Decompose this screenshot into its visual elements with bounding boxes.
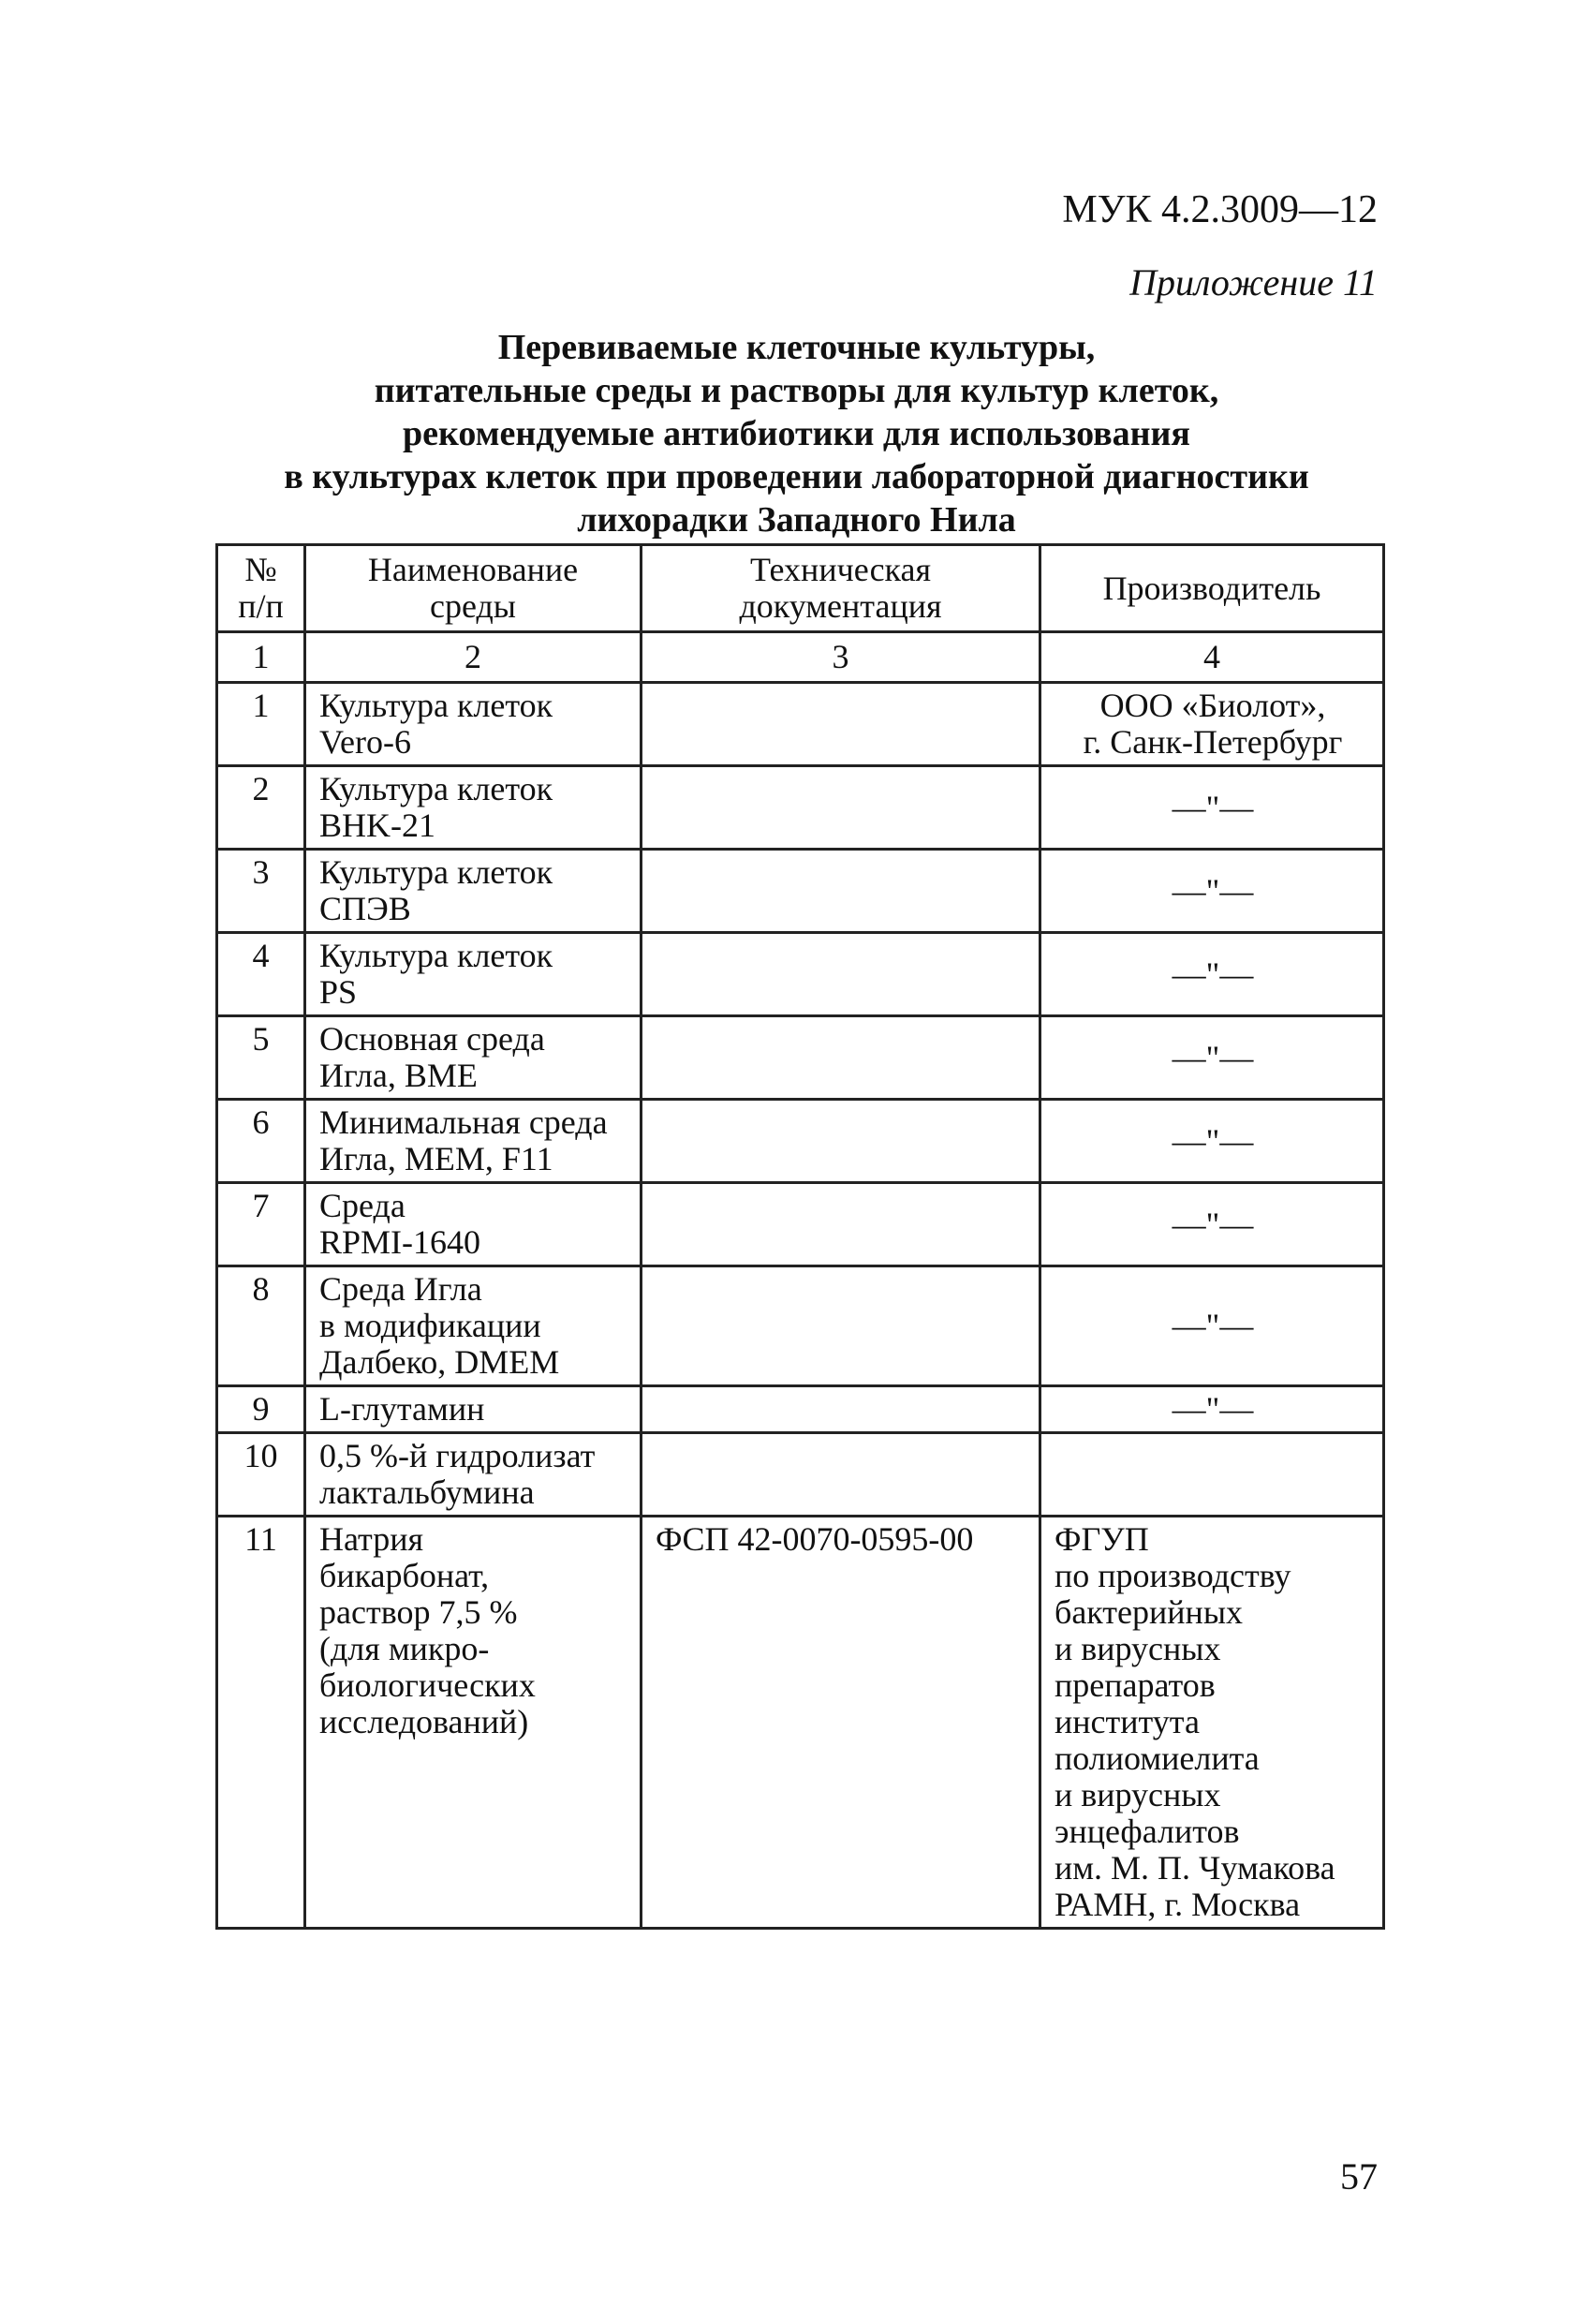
technical-doc bbox=[642, 1386, 1040, 1433]
medium-name bbox=[305, 1517, 642, 1929]
manufacturer-line: бактерийных bbox=[1055, 1593, 1244, 1631]
table-body bbox=[217, 683, 1384, 1929]
medium-name-line: в модификации bbox=[319, 1307, 541, 1344]
medium-name-line: Культура клеток bbox=[319, 770, 553, 807]
manufacturer bbox=[1040, 1100, 1384, 1183]
header-name-line: Наименование bbox=[367, 551, 579, 588]
medium-name-line: Культура клеток bbox=[319, 687, 553, 724]
manufacturer-line: —"— bbox=[1172, 1307, 1254, 1344]
document-code: МУК 4.2.3009—12 bbox=[1062, 188, 1378, 231]
manufacturer bbox=[1040, 1183, 1384, 1266]
manufacturer-line: ФГУП bbox=[1055, 1520, 1149, 1558]
column-number: 2 bbox=[305, 632, 642, 683]
manufacturer bbox=[1040, 850, 1384, 933]
medium-name-line: Среда Игла bbox=[319, 1270, 482, 1308]
table-row bbox=[217, 933, 1384, 1016]
technical-doc bbox=[642, 1183, 1040, 1266]
column-number: 1 bbox=[217, 632, 305, 683]
manufacturer-line: препаратов bbox=[1055, 1666, 1216, 1704]
document-title bbox=[215, 326, 1378, 541]
medium-name-line: RPMI-1640 bbox=[319, 1223, 481, 1261]
medium-name-line: биологических bbox=[319, 1666, 536, 1704]
manufacturer-line: —"— bbox=[1172, 1121, 1254, 1160]
table-row bbox=[217, 1433, 1384, 1517]
medium-name bbox=[305, 1183, 642, 1266]
technical-doc bbox=[642, 683, 1040, 766]
medium-name-line: Культура клеток bbox=[319, 853, 553, 891]
manufacturer bbox=[1040, 1266, 1384, 1386]
appendix-label: Приложение 11 bbox=[1129, 261, 1378, 303]
medium-name bbox=[305, 1386, 642, 1433]
header-num-line: № bbox=[244, 551, 277, 588]
row-number: 3 bbox=[217, 850, 305, 933]
row-number: 6 bbox=[217, 1100, 305, 1183]
header-tech-line: документация bbox=[739, 587, 942, 625]
header-tech-line: Техническая bbox=[749, 551, 932, 588]
table-row bbox=[217, 1183, 1384, 1266]
medium-name-line: PS bbox=[319, 973, 358, 1011]
medium-name-line: (для микро- bbox=[319, 1630, 490, 1667]
manufacturer-line: —"— bbox=[1172, 1038, 1254, 1076]
medium-name-line: Игла, MEM, F11 bbox=[319, 1140, 553, 1177]
technical-doc bbox=[642, 1100, 1040, 1183]
manufacturer bbox=[1040, 766, 1384, 850]
title-line: в культурах клеток при проведении лабораторной диагностики bbox=[284, 457, 1309, 496]
medium-name-line: бикарбонат, bbox=[319, 1557, 490, 1594]
table-row bbox=[217, 766, 1384, 850]
table-row bbox=[217, 1386, 1384, 1433]
row-number: 5 bbox=[217, 1016, 305, 1100]
medium-name-line: лактальбумина bbox=[319, 1473, 535, 1511]
manufacturer bbox=[1040, 1433, 1384, 1517]
medium-name-line: Далбеко, DMEM bbox=[319, 1343, 560, 1381]
manufacturer-line: им. М. П. Чумакова bbox=[1055, 1849, 1335, 1887]
header-name bbox=[305, 545, 642, 632]
medium-name-line: исследований) bbox=[319, 1703, 529, 1740]
manufacturer-line: института bbox=[1055, 1703, 1200, 1740]
manufacturer bbox=[1040, 1016, 1384, 1100]
title-line: лихорадки Западного Нила bbox=[577, 500, 1016, 540]
title-line: питательные среды и растворы для культур клеток, bbox=[374, 371, 1219, 410]
medium-name-line: раствор 7,5 % bbox=[319, 1593, 518, 1631]
manufacturer-line: —"— bbox=[1172, 1390, 1254, 1428]
row-number: 9 bbox=[217, 1386, 305, 1433]
title-line: рекомендуемые антибиотики для использования bbox=[403, 414, 1190, 453]
medium-name-line: Основная среда bbox=[319, 1020, 545, 1058]
title-line: Перевиваемые клеточные культуры, bbox=[497, 328, 1096, 367]
technical-doc bbox=[642, 850, 1040, 933]
manufacturer-line: и вирусных bbox=[1055, 1776, 1221, 1813]
medium-name bbox=[305, 1266, 642, 1386]
column-number: 4 bbox=[1040, 632, 1384, 683]
manufacturer bbox=[1040, 933, 1384, 1016]
medium-name-line: Среда bbox=[319, 1187, 406, 1224]
column-number: 3 bbox=[642, 632, 1040, 683]
row-number: 7 bbox=[217, 1183, 305, 1266]
header-num-line: п/п bbox=[238, 587, 284, 625]
header-tech bbox=[642, 545, 1040, 632]
manufacturer-line: энцефалитов bbox=[1055, 1813, 1240, 1850]
technical-doc bbox=[642, 1433, 1040, 1517]
row-number: 8 bbox=[217, 1266, 305, 1386]
medium-name-line: BHK-21 bbox=[319, 807, 435, 844]
manufacturer-line: —"— bbox=[1172, 955, 1254, 993]
manufacturer-line: РАМН, г. Москва bbox=[1055, 1886, 1301, 1923]
technical-doc bbox=[642, 1266, 1040, 1386]
table-row bbox=[217, 1016, 1384, 1100]
medium-name bbox=[305, 1100, 642, 1183]
medium-name bbox=[305, 933, 642, 1016]
table-row bbox=[217, 1517, 1384, 1929]
technical-doc bbox=[642, 766, 1040, 850]
row-number: 11 bbox=[217, 1517, 305, 1929]
manufacturer-line: —"— bbox=[1172, 871, 1254, 910]
row-number: 10 bbox=[217, 1433, 305, 1517]
column-number-row bbox=[217, 632, 1384, 683]
table-header-row bbox=[217, 545, 1384, 632]
medium-name bbox=[305, 850, 642, 933]
row-number: 1 bbox=[217, 683, 305, 766]
manufacturer-line: полиомиелита bbox=[1055, 1739, 1260, 1777]
medium-name-line: Игла, BME bbox=[319, 1057, 478, 1094]
manufacturer-line: по производству bbox=[1055, 1557, 1291, 1594]
medium-name-line: 0,5 %-й гидролизат bbox=[319, 1437, 596, 1474]
manufacturer bbox=[1040, 1386, 1384, 1433]
medium-name-line: Культура клеток bbox=[319, 937, 553, 974]
manufacturer-line: —"— bbox=[1172, 1205, 1254, 1243]
culture-media-table bbox=[215, 543, 1385, 1930]
medium-name bbox=[305, 683, 642, 766]
row-number: 4 bbox=[217, 933, 305, 1016]
technical-doc bbox=[642, 1016, 1040, 1100]
medium-name-line: Натрия bbox=[319, 1520, 424, 1558]
medium-name bbox=[305, 1433, 642, 1517]
header-maker bbox=[1040, 545, 1384, 632]
medium-name-line: Vero-6 bbox=[319, 723, 411, 761]
medium-name-line: L-глутамин bbox=[319, 1390, 485, 1428]
table-row bbox=[217, 1266, 1384, 1386]
header-num bbox=[217, 545, 305, 632]
medium-name-line: Минимальная среда bbox=[319, 1103, 608, 1141]
manufacturer-line: —"— bbox=[1172, 788, 1254, 826]
technical-doc bbox=[642, 1517, 1040, 1929]
manufacturer-line: ООО «Биолот», bbox=[1099, 687, 1326, 724]
page-number: 57 bbox=[1340, 2155, 1378, 2198]
medium-name bbox=[305, 1016, 642, 1100]
medium-name bbox=[305, 766, 642, 850]
manufacturer bbox=[1040, 683, 1384, 766]
manufacturer-line: г. Санк-Петербург bbox=[1083, 723, 1343, 761]
technical-doc-line: ФСП 42-0070-0595-00 bbox=[656, 1520, 974, 1558]
table-row bbox=[217, 850, 1384, 933]
medium-name-line: СПЭВ bbox=[319, 890, 411, 927]
technical-doc bbox=[642, 933, 1040, 1016]
table-row bbox=[217, 1100, 1384, 1183]
row-number: 2 bbox=[217, 766, 305, 850]
manufacturer-line: и вирусных bbox=[1055, 1630, 1221, 1667]
header-maker-line: Производитель bbox=[1102, 569, 1321, 607]
header-name-line: среды bbox=[430, 587, 516, 625]
manufacturer bbox=[1040, 1517, 1384, 1929]
table-row bbox=[217, 683, 1384, 766]
